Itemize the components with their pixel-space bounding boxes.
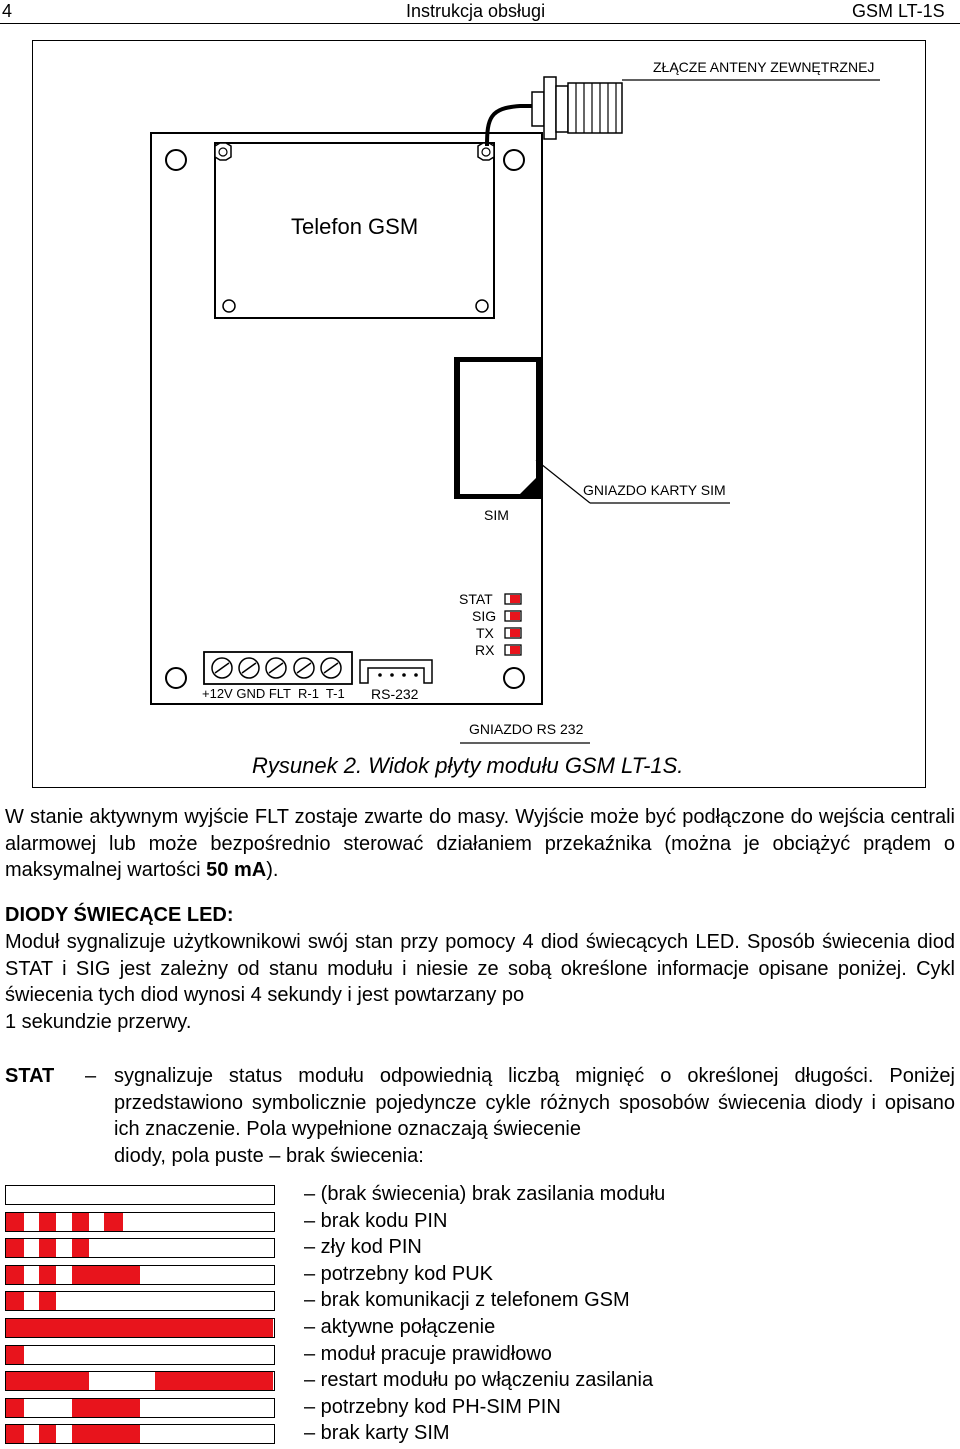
stat-pattern-segment bbox=[6, 1319, 273, 1337]
led-label-stat: STAT bbox=[459, 591, 493, 607]
stat-pattern-bar bbox=[5, 1265, 275, 1285]
header-title: Instrukcja obsługi bbox=[406, 1, 546, 21]
sim-label: SIM bbox=[484, 507, 509, 523]
flt-text-end: ). bbox=[266, 859, 279, 881]
stat-pattern-segment bbox=[72, 1425, 140, 1443]
stat-pattern-bar bbox=[5, 1398, 275, 1418]
stat-pattern-segment bbox=[39, 1266, 56, 1284]
flt-paragraph bbox=[5, 804, 955, 884]
stat-pattern-bar bbox=[5, 1424, 275, 1444]
stat-pattern-label: – brak kodu PIN bbox=[304, 1210, 448, 1232]
terminal-labels: +12V GND FLT R-1 T-1 bbox=[202, 686, 345, 701]
led-label-rx: RX bbox=[475, 642, 495, 658]
sim-leader-line bbox=[536, 460, 590, 503]
stat-pattern-segment bbox=[6, 1292, 24, 1310]
led-tx-icon bbox=[505, 628, 521, 638]
sim-socket-icon bbox=[454, 357, 542, 499]
mounting-hole bbox=[504, 668, 524, 688]
led-label-tx: TX bbox=[476, 625, 494, 641]
led-paragraph-text: Moduł sygnalizuje użytkownikowi swój stan przy pomocy 4 diod świecących LED. Sposób świecenia diod STAT i SIG jest zależny od stanu modułu i niesie ze sobą określone informacje opisane poniżej. Cykl świecenia tych diod wynosi 4 sekundy i jest powtarzany po bbox=[5, 931, 955, 1006]
led-paragraph-last: 1 sekundzie przerwy. bbox=[5, 1010, 192, 1033]
stat-pattern-bar bbox=[5, 1345, 275, 1365]
stat-dash: – bbox=[85, 1065, 97, 1087]
stat-pattern-segment bbox=[6, 1239, 24, 1257]
stat-term: STAT bbox=[5, 1065, 55, 1087]
stat-pattern-segment bbox=[6, 1346, 24, 1364]
phone-label: Telefon GSM bbox=[291, 214, 419, 239]
stat-pattern-label: – brak karty SIM bbox=[304, 1422, 450, 1444]
stat-description-text: sygnalizuje status modułu odpowiednią liczbą mignięć o określonej długości. Poniżej przedstawiono symbolicznie pojedyncze cykle różnych sposobów świecenia diody i opisano ich znaczenie. Pola wypełnione oznaczają świecenie bbox=[114, 1065, 955, 1140]
mounting-hole bbox=[504, 150, 524, 170]
stat-pattern-segment bbox=[72, 1213, 89, 1231]
stat-pattern-label: – potrzebny kod PUK bbox=[304, 1263, 493, 1285]
stat-pattern-label: – potrzebny kod PH-SIM PIN bbox=[304, 1396, 561, 1418]
stat-pattern-bar bbox=[5, 1212, 275, 1232]
stat-description-last: diody, pola puste – brak świecenia: bbox=[114, 1144, 424, 1167]
stat-pattern-segment bbox=[72, 1399, 140, 1417]
stat-pattern-label: – zły kod PIN bbox=[304, 1236, 422, 1258]
figure-caption: Rysunek 2. Widok płyty modułu GSM LT-1S. bbox=[252, 753, 684, 778]
stat-pattern-segment bbox=[72, 1266, 140, 1284]
sim-socket-label: GNIAZDO KARTY SIM bbox=[583, 482, 726, 498]
stat-pattern-segment bbox=[6, 1266, 24, 1284]
antenna-label: ZŁĄCZE ANTENY ZEWNĘTRZNEJ bbox=[653, 59, 875, 75]
stat-pattern-label: – moduł pracuje prawidłowo bbox=[304, 1343, 552, 1365]
page-number: 4 bbox=[2, 1, 13, 21]
antenna-connector-icon bbox=[532, 77, 622, 139]
led-rx-icon bbox=[505, 645, 521, 655]
stat-pattern-bar bbox=[5, 1185, 275, 1205]
led-sig-icon bbox=[505, 611, 521, 621]
stat-description bbox=[114, 1063, 955, 1169]
stat-pattern-segment bbox=[39, 1292, 56, 1310]
led-paragraph bbox=[5, 929, 955, 1035]
stat-pattern-segment bbox=[6, 1425, 24, 1443]
stat-pattern-bar bbox=[5, 1291, 275, 1311]
rs232-connector-icon bbox=[360, 660, 432, 683]
terminal-block-icon bbox=[204, 652, 352, 684]
led-label-sig: SIG bbox=[472, 608, 497, 624]
stat-pattern-segment bbox=[39, 1239, 56, 1257]
led-stat-icon bbox=[505, 594, 521, 604]
mounting-hole bbox=[166, 150, 186, 170]
stat-pattern-label: – (brak świecenia) brak zasilania modułu bbox=[304, 1183, 666, 1205]
stat-pattern-label: – brak komunikacji z telefonem GSM bbox=[304, 1289, 630, 1311]
stat-pattern-segment bbox=[6, 1372, 89, 1390]
mounting-hole bbox=[166, 668, 186, 688]
rs232-socket-label: GNIAZDO RS 232 bbox=[469, 721, 584, 737]
stat-pattern-segment bbox=[39, 1213, 56, 1231]
flt-text: W stanie aktywnym wyjście FLT zostaje zwarte do masy. Wyjście może być podłączone do wejścia centrali alarmowej lub może bezpośrednio sterować działaniem przekaźnika (można je obciążyć prądem o maksymalnej wartości bbox=[5, 806, 955, 881]
antenna-cable bbox=[487, 106, 536, 146]
stat-pattern-segment bbox=[104, 1213, 122, 1231]
stat-pattern-segment bbox=[6, 1213, 24, 1231]
stat-pattern-segment bbox=[72, 1239, 89, 1257]
flt-current-value: 50 mA bbox=[206, 859, 267, 881]
nut-icon bbox=[215, 143, 231, 160]
stat-pattern-label: – aktywne połączenie bbox=[304, 1316, 496, 1338]
rs232-label: RS-232 bbox=[371, 686, 419, 702]
stat-pattern-segment bbox=[39, 1425, 56, 1443]
stat-pattern-bar bbox=[5, 1318, 275, 1338]
stat-pattern-segment bbox=[155, 1372, 273, 1390]
stat-pattern-bar bbox=[5, 1238, 275, 1258]
stat-pattern-bar bbox=[5, 1371, 275, 1391]
stat-pattern-label: – restart modułu po włączeniu zasilania bbox=[304, 1369, 654, 1391]
header-product: GSM LT-1S bbox=[852, 1, 945, 21]
section-heading: DIODY ŚWIECĄCE LED: bbox=[5, 904, 234, 926]
stat-pattern-segment bbox=[6, 1399, 24, 1417]
